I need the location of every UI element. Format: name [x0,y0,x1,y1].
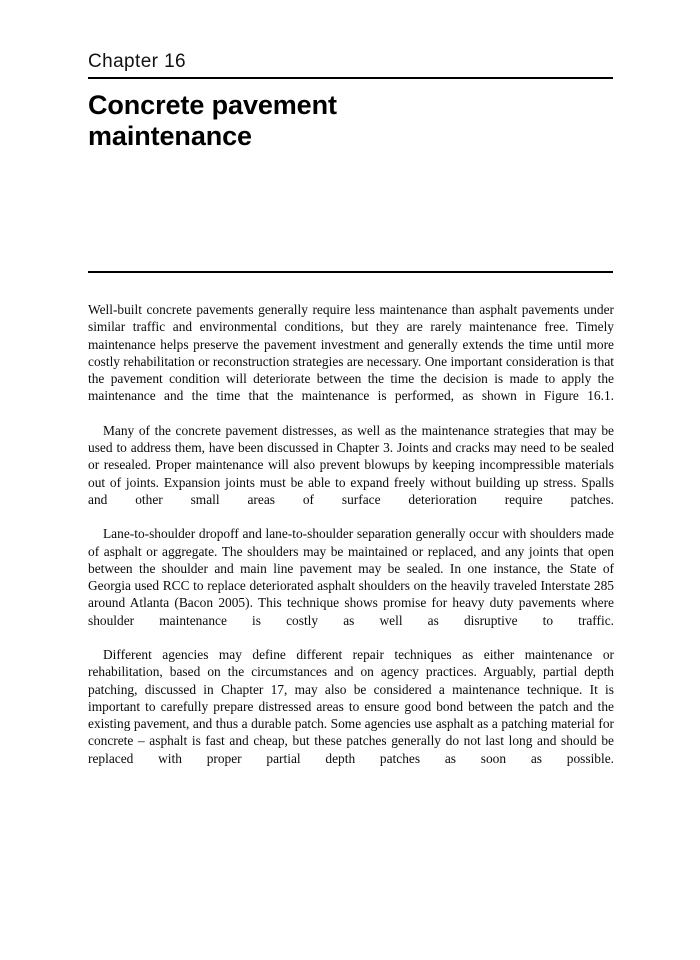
page-title-line-2: maintenance [88,121,252,151]
page-title [88,90,528,152]
chapter-label: Chapter 16 [88,51,187,72]
page-title-line-1: Concrete pavement [88,90,337,120]
paragraph-2: Many of the concrete pavement distresses, as well as the maintenance strategies that may be used to address them, have been discussed in Chapter 3. Joints and cracks may need to be sealed or resealed. Proper maintenance will also prevent blowups by keeping incompressible materials out of joints. Expansion joints must be able to expand freely without building up stress. Spalls and other small areas of surface deterioration require patches. [88,422,614,507]
paragraph-4: Different agencies may define different repair techniques as either maintenance or rehabilitation, based on the circumstances and on agency practices. Arguably, partial depth patching, discussed in Chapter 17, may also be considered a maintenance technique. It is important to carefully prepare distressed areas to ensure good bond between the patch and the existing pavement, and thus a durable patch. Some agencies use asphalt as a patching material for concrete – asphalt is fast and cheap, but these patches generally do not last long and should be replaced with proper partial depth patches as soon as possible. [88,647,614,766]
header-rule-top [88,77,613,79]
header-rule-bottom [88,271,613,273]
body-copy [88,301,614,784]
paragraph-3: Lane-to-shoulder dropoff and lane-to-shoulder separation generally occur with shoulders made of asphalt or aggregate. The shoulders may be maintained or replaced, and any joints that open between the shoulder and main line pavement may be sealed. In one instance, the State of Georgia used RCC to replace deteriorated asphalt shoulders on the heavily traveled Interstate 285 around Atlanta (Bacon 2005). This technique shows promise for heavy duty pavements where shoulder maintenance is costly as well as disruptive to traffic. [88,526,614,628]
paragraph-1: Well-built concrete pavements generally require less maintenance than asphalt pavements under similar traffic and environmental conditions, but they are rarely maintenance free. Timely maintenance helps preserve the pavement investment and generally extends the time until more costly rehabilitation or reconstruction strategies are necessary. One important consideration is that the pavement condition will deteriorate between the time the decision is made to apply the maintenance and the time that the maintenance is performed, as shown in Figure 16.1. [88,302,615,404]
